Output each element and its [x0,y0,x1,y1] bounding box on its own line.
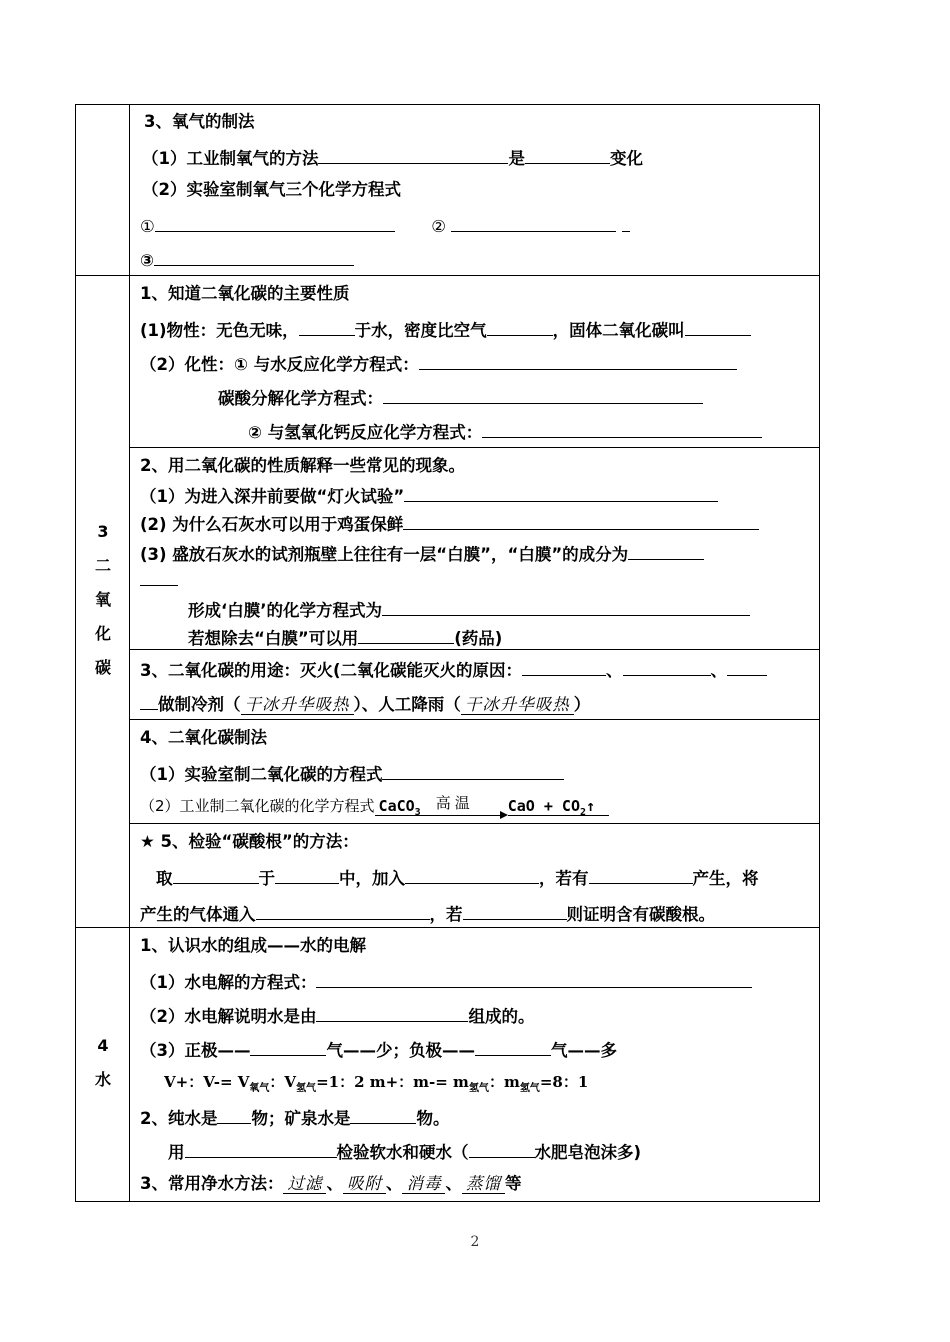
answer-blank[interactable] [155,213,395,232]
answer-blank[interactable] [383,385,703,404]
water-ratio: V+：$V-= V_{氧气}$：$V_{氢气}=1$：2 m+：$m-= m_{氢气}$：$m_{氢气}=8$：1 [164,1073,589,1094]
water-hardness: 用 检验软水和硬水（ 水肥皂泡沫多) [168,1139,641,1164]
answer-blank[interactable] [275,865,339,884]
section-label-co2: 3 二 氧 化 碳 [94,522,111,677]
answer-blank[interactable] [469,1139,535,1158]
co2-props-heading: 1、知道二氧化碳的主要性质 [140,284,350,303]
answer-blank[interactable] [250,1037,326,1056]
co2-prep-heading: 4、二氧化碳制法 [140,728,267,747]
co2-uses: 3、二氧化碳的用途：灭火(二氧化碳能灭火的原因： 、 、 [140,657,767,682]
answer-blank[interactable] [403,511,759,530]
answer-blank[interactable] [217,1105,251,1124]
co2-explain-3: (3) 盛放石灰水的试剂瓶壁上往往有一层“白膜”，“白膜”的成分为 [140,541,704,566]
worksheet-table [75,104,820,1202]
carbonate-test-1: 取 于 中，加入 ，若有 产生，将 [156,865,759,890]
co2-prep-lab: （1）实验室制二氧化碳的方程式 [140,761,564,786]
answer-blank[interactable] [173,865,259,884]
answer-blank[interactable] [382,597,750,616]
answer-blank[interactable] [185,1139,337,1158]
answer-blank[interactable] [140,691,158,710]
water-pure: 2、纯水是 物；矿泉水是 物。 [140,1105,449,1130]
page-number: 2 [470,1234,480,1250]
oxygen-heading: 3、氧气的制法 [144,112,255,131]
water-composition: （2）水电解说明水是由 组成的。 [140,1003,534,1028]
oxygen-q2: （2）实验室制氧气三个化学方程式 [142,180,401,199]
answer-blank[interactable] [316,1003,468,1022]
co2-chemical-lime: ② 与氢氧化钙反应化学方程式： [248,419,762,444]
row-divider [130,719,819,720]
co2-chemical-water: （2）化性：① 与水反应化学方程式： [140,351,737,376]
co2-prep-industrial: （2）工业制二氧化碳的化学方程式 CaCO$_3$ 高温 CaO + $CO_2↑$ [140,795,609,824]
answer-blank[interactable] [463,901,567,920]
answer-blank[interactable] [405,865,539,884]
co2-explain-4: 形成‘白膜’的化学方程式为 [188,597,750,622]
co2-carbonic-decomp: 碳酸分解化学方程式： [218,385,703,410]
answer-blank[interactable] [140,567,178,586]
answer-blank[interactable] [727,657,767,676]
answer-blank[interactable] [451,213,616,232]
carbonate-test-2: 产生的气体通入 ，若 则证明含有碳酸根。 [140,901,715,926]
answer-blank[interactable] [628,541,704,560]
row-divider [76,927,819,928]
answer-blank[interactable] [318,145,508,164]
section-label-water: 4 水 [94,1036,111,1089]
answer-blank[interactable] [316,969,752,988]
co2-explain-1: （1）为进入深井前要做“灯火试验” [140,483,718,508]
co2-explain-5: 若想除去“白膜”可以用 (药品) [188,625,502,650]
answer-blank[interactable] [589,865,693,884]
answer-blank[interactable] [419,351,737,370]
answer-blank[interactable] [522,657,606,676]
co2-uses-cont: 做制冷剂（ 干冰升华吸热 ）、人工降雨（ 干冰升华吸热 ） [140,691,590,716]
row-divider [130,447,819,448]
answer-blank[interactable] [256,901,430,920]
answer-blank[interactable] [350,1105,416,1124]
water-electrolysis-eq: （1）水电解的方程式： [140,969,752,994]
water-heading: 1、认识水的组成——水的电解 [140,936,366,955]
answer-blank[interactable] [358,625,454,644]
answer-blank[interactable] [487,317,553,336]
answer-blank[interactable] [525,145,610,164]
carbonate-test-heading: ★ 5、检验“碳酸根”的方法： [140,832,359,851]
answer-blank[interactable] [404,483,718,502]
reaction-arrow: 高温 [430,802,508,824]
row-divider [76,275,819,276]
co2-physical: (1)物性：无色无味， 于水，密度比空气 ，固体二氧化碳叫 [140,317,751,342]
water-purification: 3、常用净水方法： 过滤 、 吸附 、 消毒 、 蒸馏 等 [140,1174,522,1193]
answer-blank[interactable] [482,419,762,438]
oxygen-eq-3: ③ [140,247,354,272]
answer-blank[interactable] [154,247,354,266]
answer-blank[interactable] [382,761,564,780]
co2-explain-3-cont [140,567,178,592]
answer-blank[interactable] [623,657,711,676]
co2-explain-2: (2) 为什么石灰水可以用于鸡蛋保鲜 [140,511,759,536]
oxygen-q1: （1）工业制氧气的方法 是 变化 [142,145,643,170]
answer-blank[interactable] [475,1037,551,1056]
water-electrodes: （3）正极—— 气——少；负极—— 气——多 [140,1037,617,1062]
co2-explain-heading: 2、用二氧化碳的性质解释一些常见的现象。 [140,456,465,475]
answer-blank[interactable] [685,317,751,336]
answer-blank[interactable] [299,317,355,336]
oxygen-eq-row: ① ② [140,213,630,238]
